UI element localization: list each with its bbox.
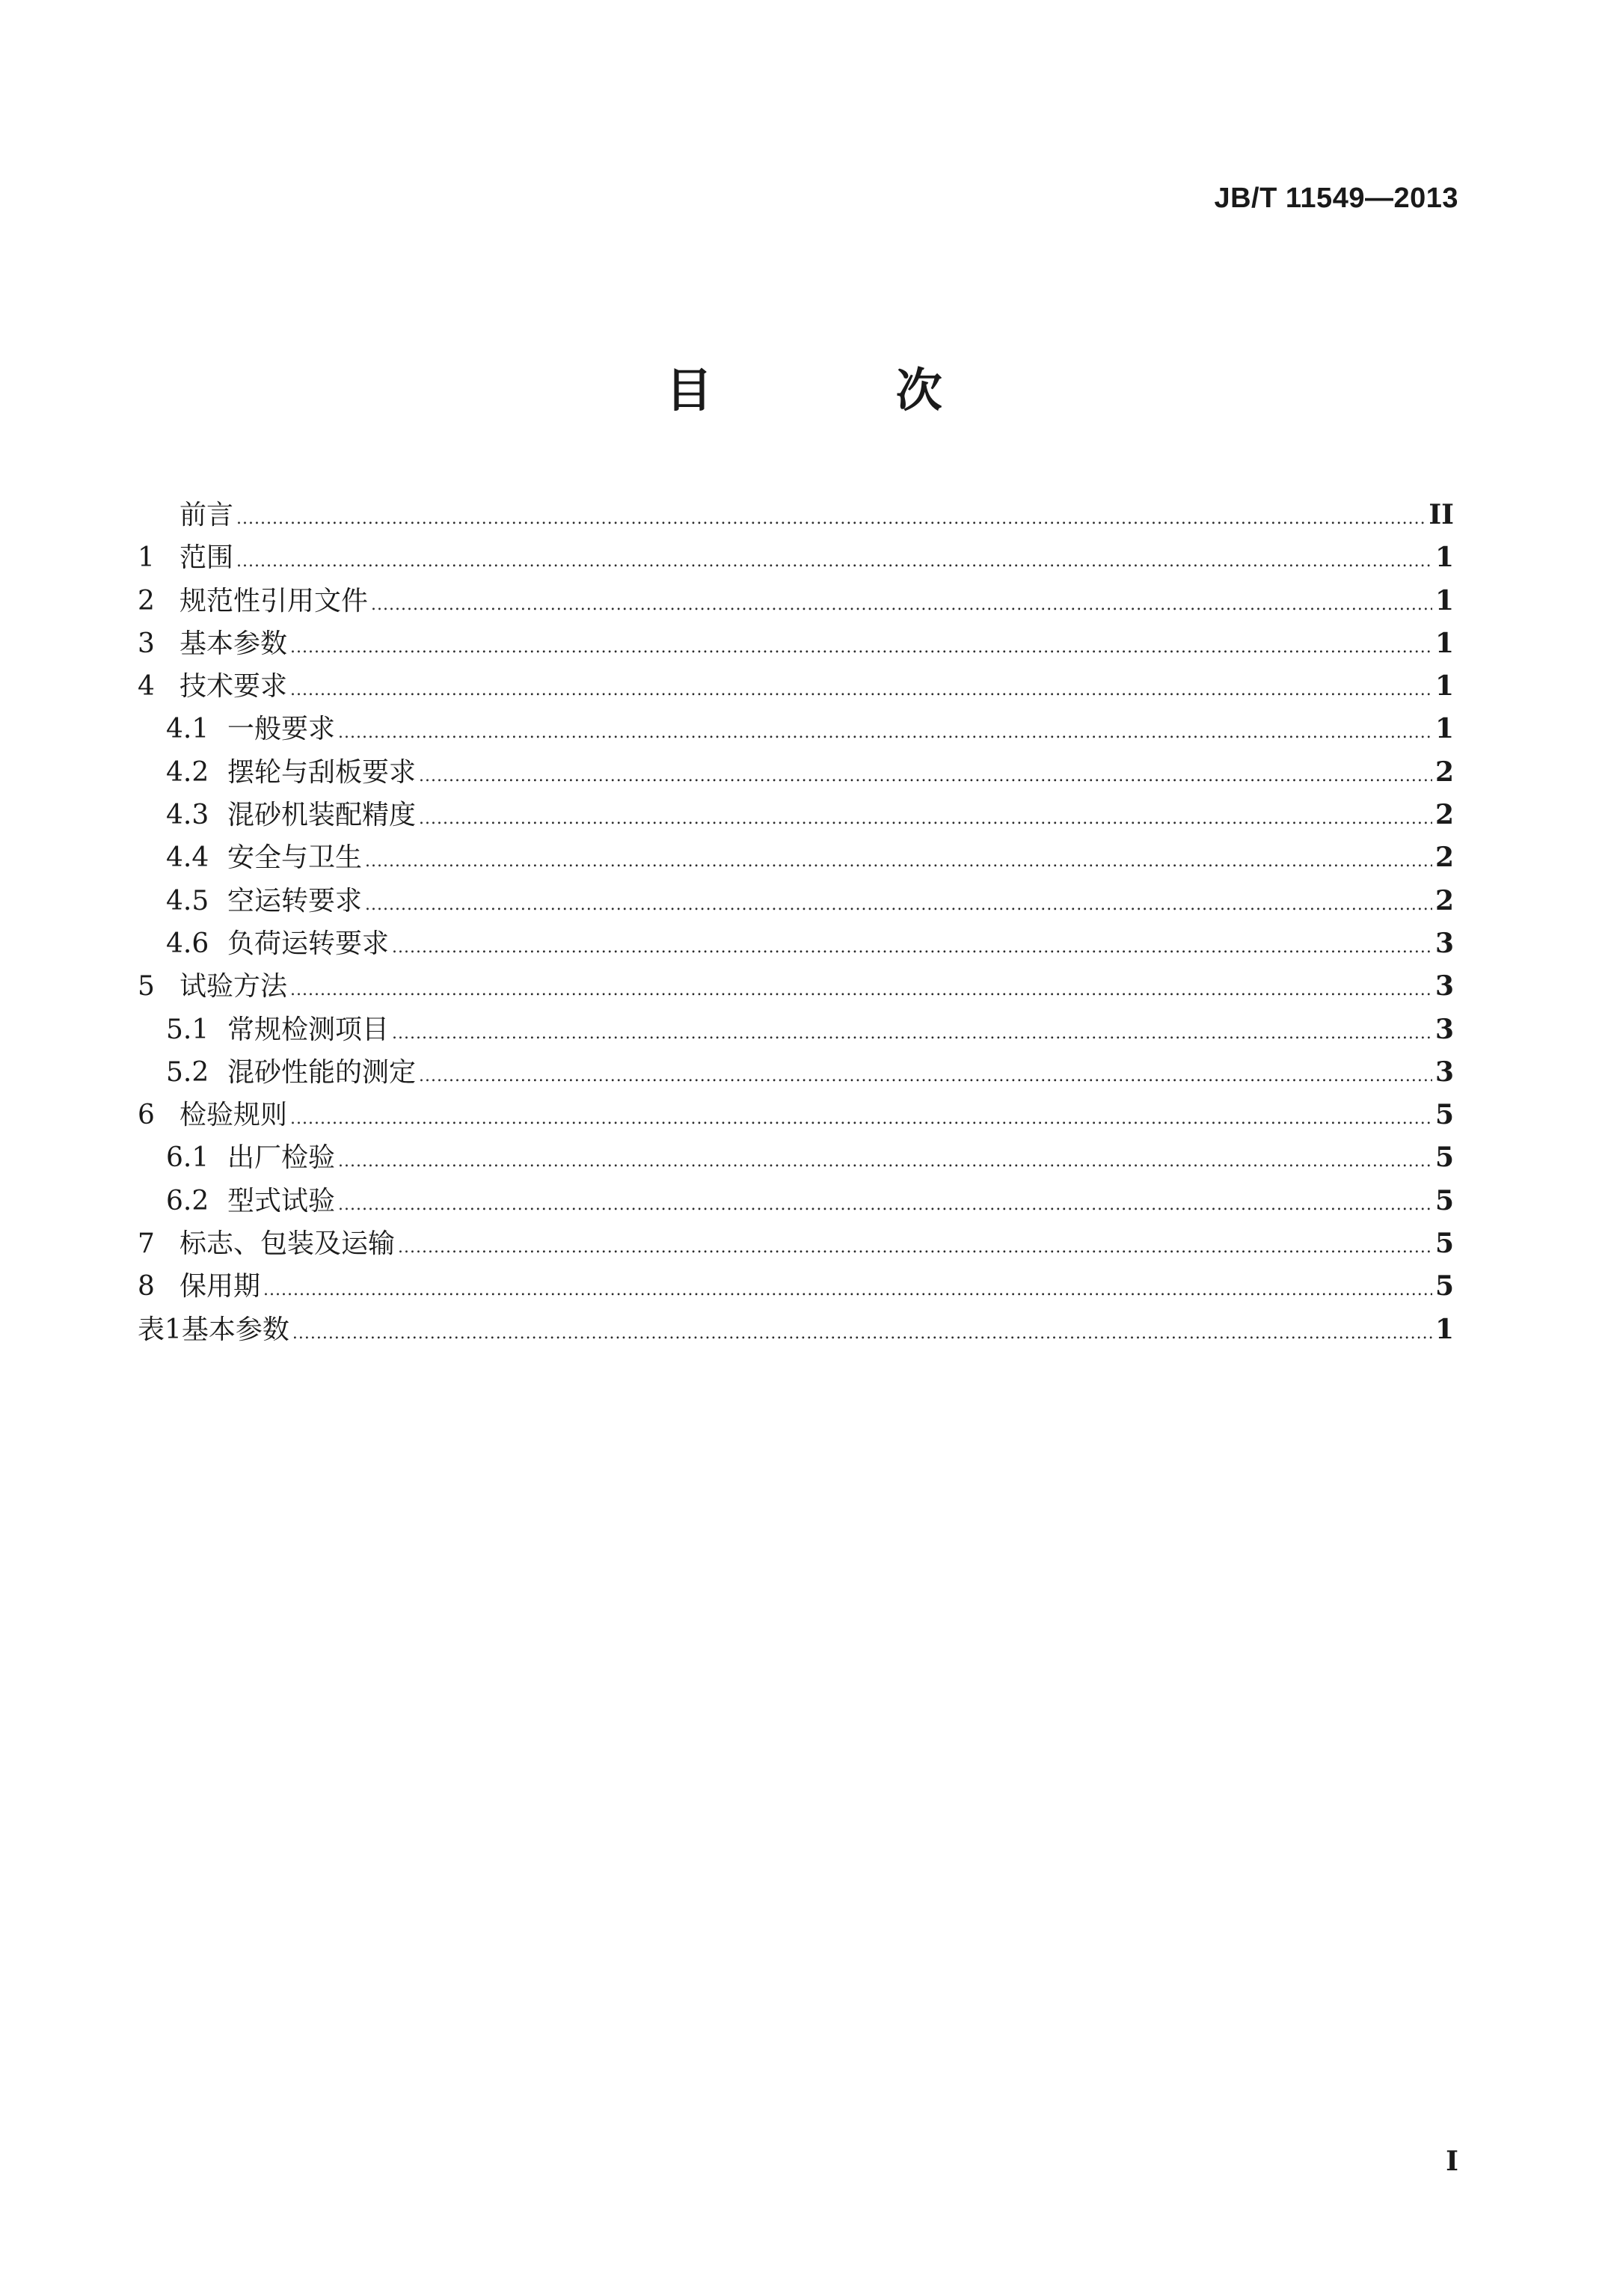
toc-entry[interactable] [138,1094,1454,1136]
toc-entry-page: 1 [1434,713,1454,745]
toc-entry-page: 1 [1434,542,1454,574]
toc-entry-number: 4.4 [166,842,209,874]
toc-leader-dots [338,1140,1432,1183]
toc-entry-number: 7 [138,1228,155,1260]
toc-leader-dots [263,1269,1432,1311]
toc-entry-label: 基本参数 [181,1314,289,1345]
toc-entry-number: 1 [138,542,155,574]
toc-entry-number: 4.1 [166,714,209,745]
toc-entry[interactable] [138,965,1454,1008]
toc-entry-label: 常规检测项目 [227,1014,390,1045]
toc-entry-page: 5 [1434,1270,1454,1302]
toc-entry-label: 型式试验 [227,1185,336,1216]
toc-entry-page: 1 [1434,584,1454,616]
toc-entry-label: 一般要求 [227,714,336,745]
toc-entry-page: II [1429,499,1454,530]
toc-entry[interactable] [138,1008,1454,1051]
toc-entry-label: 负荷运转要求 [227,928,390,959]
toc-leader-dots [290,969,1432,1011]
toc-entry-label: 摆轮与刮板要求 [227,756,417,788]
toc-leader-dots [290,1098,1432,1140]
toc-leader-dots [392,1012,1432,1055]
toc-entry[interactable] [138,1222,1454,1265]
toc-entry-label: 试验方法 [179,971,288,1002]
toc-entry-page: 3 [1434,970,1454,1002]
toc-entry[interactable] [138,580,1454,622]
toc-entry-number: 3 [138,628,155,659]
toc-entry-label: 混砂性能的测定 [227,1056,417,1088]
toc-entry-page: 2 [1434,799,1454,831]
toc-entry[interactable] [138,494,1454,536]
toc-entry-label: 出厂检验 [227,1142,336,1174]
toc-entry-number: 4.6 [166,928,209,959]
toc-entry[interactable] [138,751,1454,794]
toc-leader-dots [338,711,1432,754]
toc-entry-label: 前言 [179,500,234,530]
toc-entry-number: 6 [138,1100,155,1131]
toc-leader-dots [290,669,1432,711]
toc-entry-page: 5 [1434,1184,1454,1216]
toc-leader-dots [419,798,1432,840]
toc-entry-label: 技术要求 [179,671,288,702]
toc-entry-page: 1 [1434,1313,1454,1345]
toc-entry-label: 标志、包装及运输 [179,1228,396,1260]
toc-leader-dots [419,1055,1432,1098]
toc-leader-dots [419,755,1432,798]
toc-entry-label: 规范性引用文件 [179,585,369,616]
toc-entry[interactable] [138,922,1454,965]
toc-entry-label: 保用期 [179,1271,261,1302]
toc-entry[interactable] [138,794,1454,836]
toc-entry-number: 4 [138,671,155,702]
toc-entry-number: 5.1 [166,1014,209,1045]
toc-entry-page: 1 [1434,670,1454,702]
toc-leader-dots [365,884,1432,926]
toc-entry-number: 4.2 [166,756,209,788]
toc-entry[interactable] [138,1265,1454,1308]
toc-entry-number: 表1 [138,1314,182,1345]
toc-entry-label: 基本参数 [179,628,288,659]
toc-entry-page: 3 [1434,927,1454,959]
toc-entry[interactable] [138,880,1454,922]
toc-entry[interactable] [138,1180,1454,1222]
toc-entry[interactable] [138,1051,1454,1094]
toc-entry[interactable] [138,665,1454,708]
toc-entry-page: 3 [1434,1056,1454,1088]
toc-entry-number: 8 [138,1271,155,1302]
toc-title: 目 次 [666,363,1026,417]
toc-leader-dots [290,626,1432,669]
toc-entry[interactable] [138,708,1454,750]
toc-entry-number: 5.2 [166,1056,209,1088]
toc-entry-label: 空运转要求 [227,885,363,916]
toc-entry-label: 检验规则 [179,1100,288,1131]
toc-entry-page: 3 [1434,1013,1454,1045]
toc-entry-label: 范围 [179,542,234,574]
toc-entry[interactable] [138,836,1454,879]
toc-entry-page: 2 [1434,842,1454,874]
toc-entry-page: 5 [1434,1142,1454,1174]
toc-entry-page: 5 [1434,1228,1454,1260]
toc-entry-page: 5 [1434,1099,1454,1131]
page-number: I [1446,2146,1458,2177]
toc-entry[interactable] [138,1136,1454,1179]
toc-entry-label: 混砂机装配精度 [227,800,417,831]
toc-leader-dots [236,540,1432,583]
toc-entry-page: 1 [1434,627,1454,659]
toc-leader-dots [392,926,1432,969]
toc-leader-dots [398,1226,1432,1269]
toc-entry-number: 5 [138,971,155,1002]
toc-entry[interactable] [138,536,1454,579]
toc-entry-number: 6.2 [166,1185,209,1216]
toc-entry-label: 安全与卫生 [227,842,363,874]
toc-leader-dots [371,584,1432,626]
toc-leader-dots [338,1184,1432,1226]
toc-entry-number: 4.3 [166,800,209,831]
toc-leader-dots [292,1312,1432,1355]
table-of-contents [138,494,1454,1351]
toc-entry-page: 2 [1434,884,1454,916]
standard-code: JB/T 11549—2013 [1214,183,1458,214]
toc-entry[interactable] [138,622,1454,665]
toc-entry-number: 6.1 [166,1142,209,1174]
toc-entry[interactable] [138,1308,1454,1351]
toc-entry-number: 4.5 [166,885,209,916]
toc-leader-dots [236,498,1426,540]
toc-leader-dots [365,840,1432,883]
toc-entry-number: 2 [138,585,155,616]
toc-entry-page: 2 [1434,756,1454,788]
